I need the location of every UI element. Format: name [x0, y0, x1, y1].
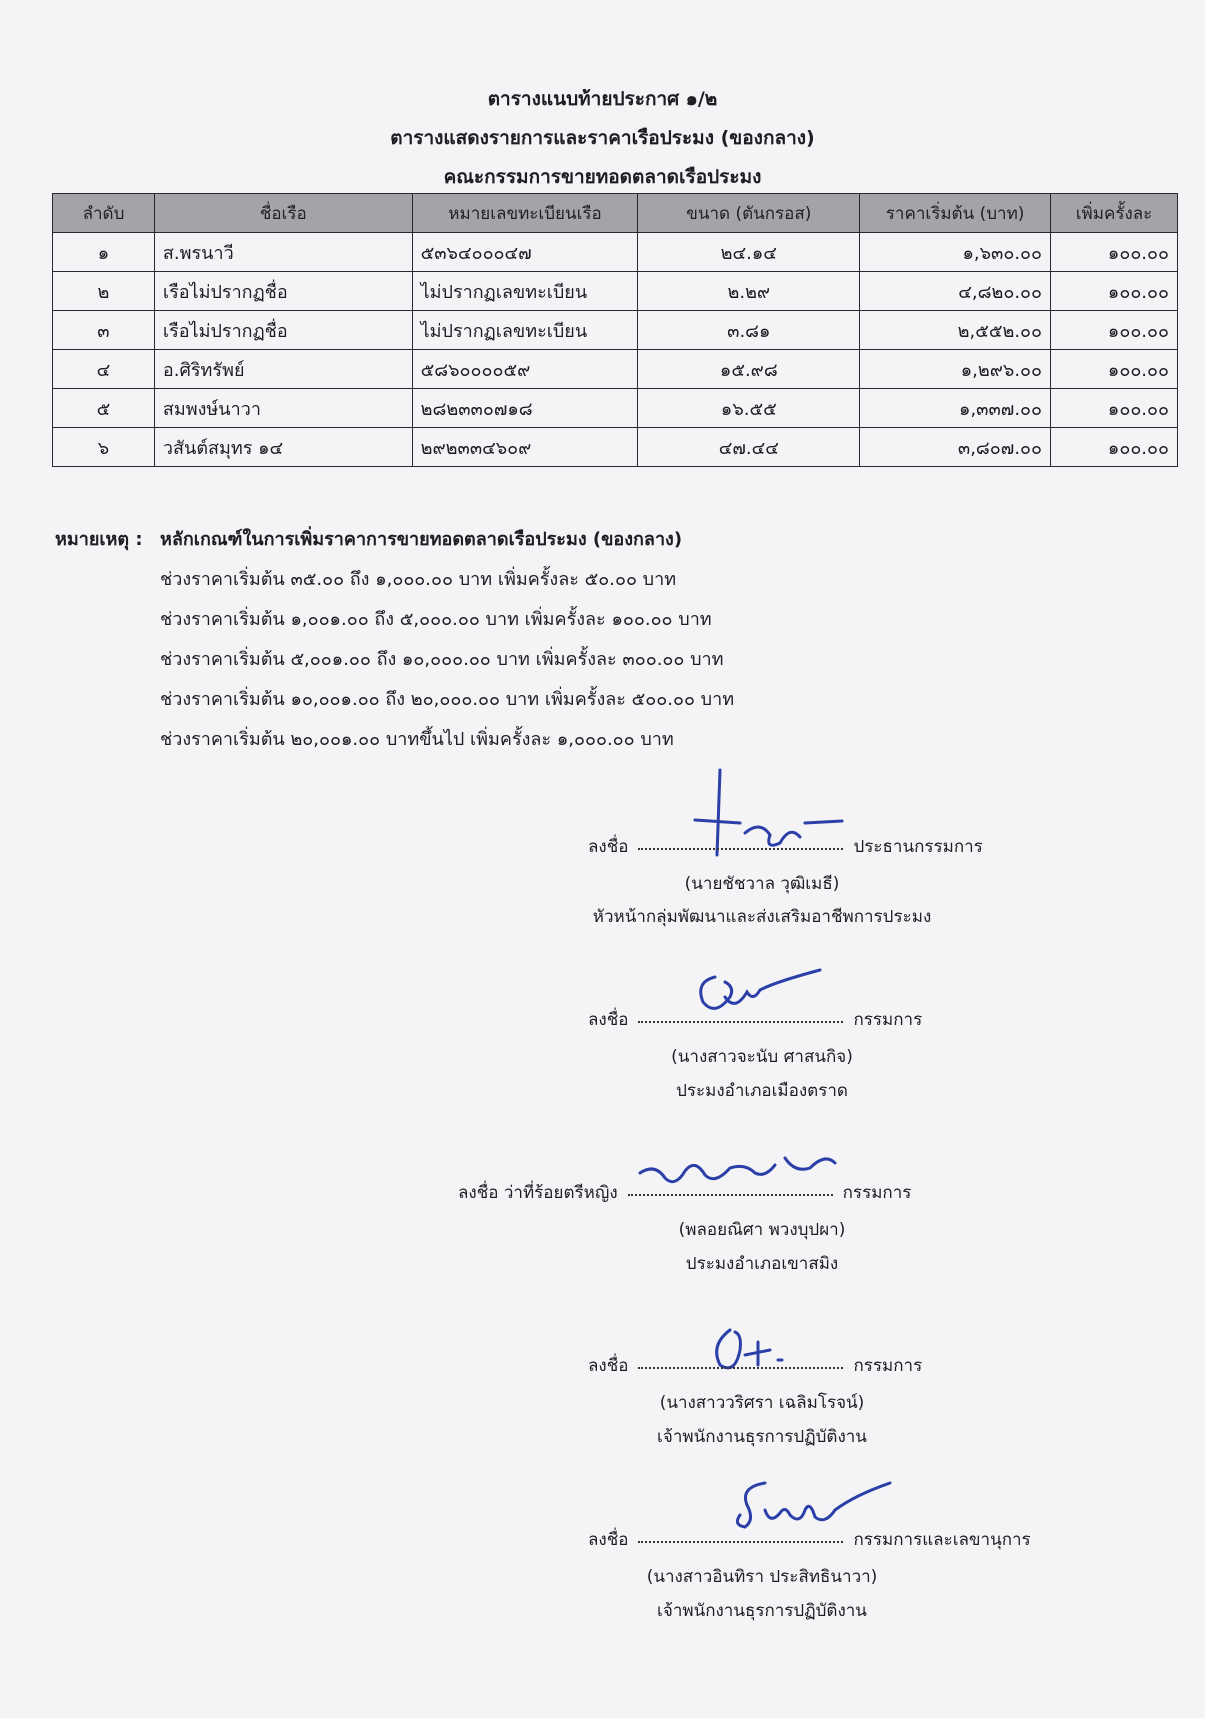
signer-name: (พลอยณิศา พวงบุปผา) [678, 1220, 846, 1240]
signature-dots [638, 1020, 843, 1023]
col-header-increment: เพิ่มครั้งละ [1051, 194, 1178, 233]
cell-order: ๒ [53, 272, 155, 311]
doc-title-line-2: ตารางแสดงรายการและราคาเรือประมง (ของกลาง) [390, 127, 815, 149]
cell-boat-name: สมพงษ์นาวา [154, 389, 412, 428]
sign-prefix: ลงชื่อ [588, 1010, 629, 1030]
col-header-start-price: ราคาเริ่มต้น (บาท) [860, 194, 1051, 233]
cell-size: ๓.๘๑ [638, 311, 860, 350]
signer-position: เจ้าพนักงานธุรการปฏิบัติงาน [657, 1601, 867, 1621]
boat-price-table [52, 193, 1178, 467]
table-row [53, 272, 1178, 311]
doc-title-line-1: ตารางแนบท้ายประกาศ ๑/๒ [487, 88, 718, 110]
cell-increment: ๑๐๐.๐๐ [1051, 233, 1178, 272]
table-row [53, 350, 1178, 389]
signer-name: (นางสาวอินทิรา ประสิทธินาวา) [646, 1567, 878, 1587]
cell-order: ๔ [53, 350, 155, 389]
signature-line-chairman [588, 833, 983, 860]
signature-line-committee-3 [588, 1352, 922, 1379]
table-row [53, 311, 1178, 350]
cell-start-price: ๑,๖๓๐.๐๐ [860, 233, 1051, 272]
signer-name: (นางสาวจะนับ ศาสนกิจ) [671, 1047, 853, 1067]
cell-start-price: ๑,๓๓๗.๐๐ [860, 389, 1051, 428]
cell-boat-name: เรือไม่ปรากฏชื่อ [154, 311, 412, 350]
cell-increment: ๑๐๐.๐๐ [1051, 389, 1178, 428]
cell-increment: ๑๐๐.๐๐ [1051, 311, 1178, 350]
cell-boat-name: วสันต์สมุทร ๑๔ [154, 428, 412, 467]
remarks-line: ช่วงราคาเริ่มต้น ๑๐,๐๐๑.๐๐ ถึง ๒๐,๐๐๐.๐๐ บาท เพิ่มครั้งละ ๕๐๐.๐๐ บาท [160, 689, 735, 710]
sign-role: ประธานกรรมการ [853, 837, 983, 857]
cell-size: ๑๖.๕๕ [638, 389, 860, 428]
cell-size: ๒๔.๑๔ [638, 233, 860, 272]
signature-dots [638, 1366, 843, 1369]
sign-role: กรรมการ [853, 1010, 923, 1030]
cell-increment: ๑๐๐.๐๐ [1051, 428, 1178, 467]
col-header-registration: หมายเลขทะเบียนเรือ [412, 194, 638, 233]
remarks-line: ช่วงราคาเริ่มต้น ๕,๐๐๑.๐๐ ถึง ๑๐,๐๐๐.๐๐ บาท เพิ่มครั้งละ ๓๐๐.๐๐ บาท [160, 649, 724, 670]
cell-increment: ๑๐๐.๐๐ [1051, 272, 1178, 311]
cell-size: ๑๕.๙๘ [638, 350, 860, 389]
signature-line-committee-1 [588, 1006, 922, 1033]
cell-order: ๓ [53, 311, 155, 350]
signer-position: หัวหน้ากลุ่มพัฒนาและส่งเสริมอาชีพการประมง [592, 907, 932, 927]
remarks-heading: หลักเกณฑ์ในการเพิ่มราคาการขายทอดตลาดเรือประมง (ของกลาง) [160, 529, 683, 550]
cell-registration: ๒๘๒๓๓๐๗๑๘ [412, 389, 638, 428]
sign-prefix: ลงชื่อ [588, 1356, 629, 1376]
cell-registration: ไม่ปรากฏเลขทะเบียน [412, 311, 638, 350]
table-row [53, 233, 1178, 272]
cell-start-price: ๒,๕๕๒.๐๐ [860, 311, 1051, 350]
cell-boat-name: เรือไม่ปรากฏชื่อ [154, 272, 412, 311]
cell-size: ๔๗.๔๔ [638, 428, 860, 467]
cell-size: ๒.๒๙ [638, 272, 860, 311]
signer-position: เจ้าพนักงานธุรการปฏิบัติงาน [657, 1427, 867, 1447]
cell-increment: ๑๐๐.๐๐ [1051, 350, 1178, 389]
sign-role: กรรมการ [853, 1356, 923, 1376]
cell-order: ๑ [53, 233, 155, 272]
signature-dots [638, 1540, 843, 1543]
cell-start-price: ๓,๘๐๗.๐๐ [860, 428, 1051, 467]
sign-role: กรรมการและเลขานุการ [853, 1530, 1031, 1550]
signer-position: ประมงอำเภอเขาสมิง [685, 1254, 839, 1274]
remarks-label: หมายเหตุ : [55, 529, 143, 550]
doc-title-line-3: คณะกรรมการขายทอดตลาดเรือประมง [443, 166, 762, 188]
signature-line-secretary [588, 1526, 1031, 1553]
table-header-row [53, 194, 1178, 233]
cell-boat-name: ส.พรนาวี [154, 233, 412, 272]
col-header-boat-name: ชื่อเรือ [154, 194, 412, 233]
col-header-size: ขนาด (ตันกรอส) [638, 194, 860, 233]
cell-start-price: ๑,๒๙๖.๐๐ [860, 350, 1051, 389]
cell-order: ๕ [53, 389, 155, 428]
remarks-line: ช่วงราคาเริ่มต้น ๑,๐๐๑.๐๐ ถึง ๕,๐๐๐.๐๐ บาท เพิ่มครั้งละ ๑๐๐.๐๐ บาท [160, 609, 712, 630]
table-row [53, 389, 1178, 428]
cell-registration: ๒๙๒๓๓๔๖๐๙ [412, 428, 638, 467]
cell-boat-name: อ.ศิริทรัพย์ [154, 350, 412, 389]
signature-dots [638, 847, 843, 850]
cell-registration: ๕๘๖๐๐๐๐๕๙ [412, 350, 638, 389]
remarks-line: ช่วงราคาเริ่มต้น ๒๐,๐๐๑.๐๐ บาทขึ้นไป เพิ่มครั้งละ ๑,๐๐๐.๐๐ บาท [160, 729, 674, 750]
signer-name: (นางสาววริศรา เฉลิมโรจน์) [659, 1393, 865, 1413]
table-row [53, 428, 1178, 467]
cell-order: ๖ [53, 428, 155, 467]
signer-name: (นายชัชวาล วุฒิเมธี) [684, 874, 840, 894]
sign-prefix: ลงชื่อ [588, 837, 629, 857]
sign-prefix: ลงชื่อ ว่าที่ร้อยตรีหญิง [458, 1183, 618, 1203]
signature-dots [628, 1193, 833, 1196]
signature-line-committee-2 [458, 1179, 911, 1206]
sign-prefix: ลงชื่อ [588, 1530, 629, 1550]
cell-start-price: ๔,๘๒๐.๐๐ [860, 272, 1051, 311]
signer-position: ประมงอำเภอเมืองตราด [676, 1081, 848, 1101]
col-header-order: ลำดับ [53, 194, 155, 233]
remarks-line: ช่วงราคาเริ่มต้น ๓๕.๐๐ ถึง ๑,๐๐๐.๐๐ บาท เพิ่มครั้งละ ๕๐.๐๐ บาท [160, 569, 677, 590]
cell-registration: ไม่ปรากฏเลขทะเบียน [412, 272, 638, 311]
sign-role: กรรมการ [842, 1183, 912, 1203]
cell-registration: ๕๓๖๔๐๐๐๔๗ [412, 233, 638, 272]
